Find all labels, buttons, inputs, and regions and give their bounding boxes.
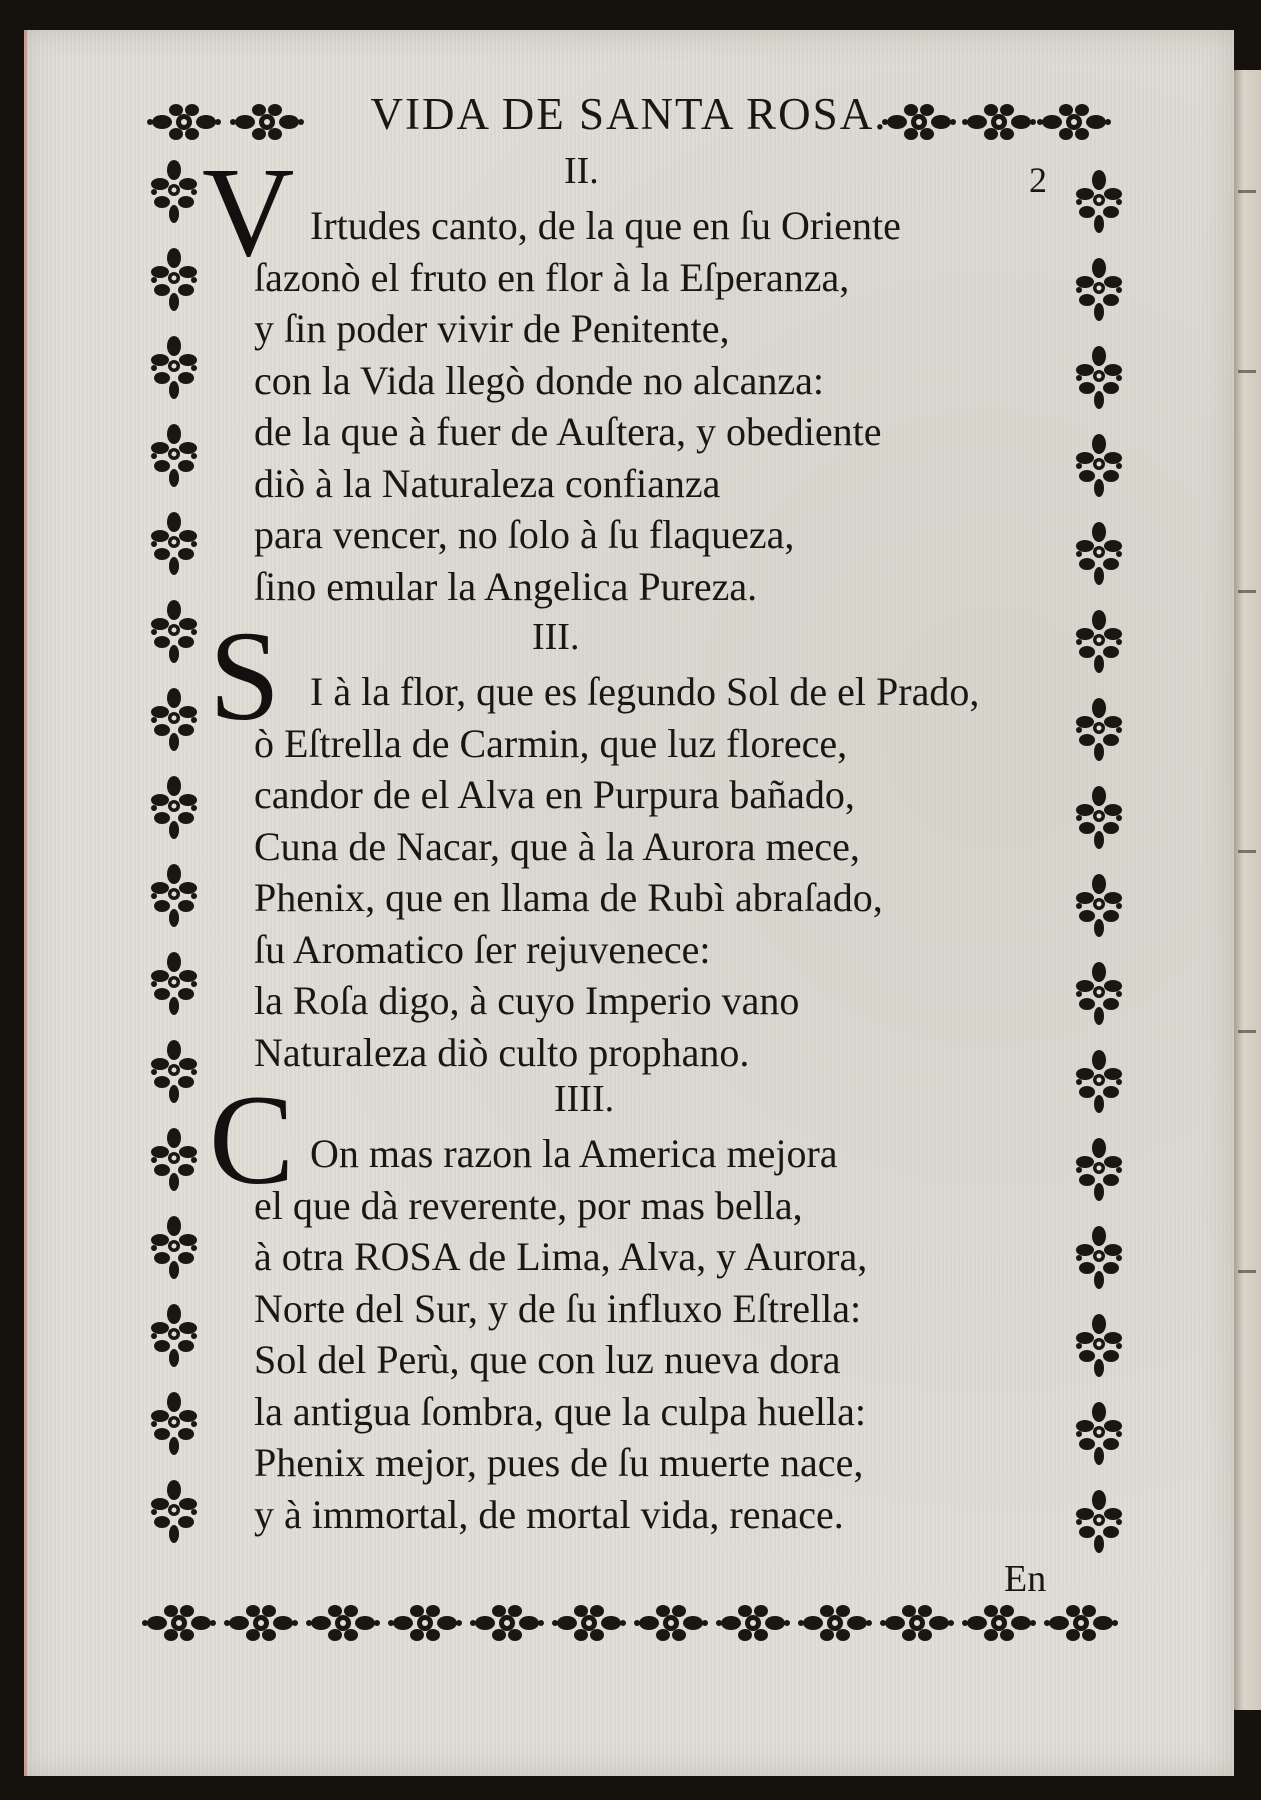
verse-line: el que dà reverente, por mas bella, (254, 1182, 803, 1228)
drop-capital: S (209, 605, 281, 747)
verse-line: Naturaleza diò culto prophano. (254, 1029, 750, 1075)
verse-line: I à la flor, que es ſegundo Sol de el Prado, (310, 669, 980, 714)
verse-line: Phenix mejor, pues de ſu muerte nace, (254, 1440, 864, 1485)
verse-line: ſazonò el fruto en flor à la Eſperanza, (254, 254, 850, 300)
fleuron-icon (151, 952, 197, 1015)
fleuron-icon (962, 1605, 1036, 1641)
fleuron-icon (151, 1392, 197, 1455)
verse-line: Norte del Sur, y de ſu influxo Eſtrella: (254, 1285, 862, 1331)
drop-capital: V (202, 141, 295, 283)
catchword: En (1004, 1558, 1047, 1600)
stanza-number: III. (532, 616, 580, 658)
stanza-lines (254, 200, 1084, 612)
verse-line: para vencer, no ſolo à ſu flaqueza, (254, 512, 795, 557)
fleuron-icon (1076, 610, 1122, 673)
fleuron-icon (151, 424, 197, 487)
verse-line: de la que à fuer de Auſtera, y obediente (254, 409, 882, 454)
fleuron-icon (142, 1605, 216, 1641)
verse-line: y à immortal, de mortal vida, renace. (254, 1491, 844, 1537)
fleuron-icon (634, 1605, 708, 1641)
fleuron-icon (151, 1128, 197, 1191)
page-number: 2 (1029, 160, 1047, 200)
verse-line: la Roſa digo, à cuyo Imperio vano (254, 978, 800, 1023)
verse-line: y ſin poder vivir de Penitente, (254, 306, 730, 351)
fleuron-icon (552, 1605, 626, 1641)
running-head: VIDA DE SANTA ROSA. (370, 89, 888, 139)
fleuron-icon (151, 1216, 197, 1279)
adjacent-page-edge (1232, 70, 1261, 1710)
stanza-number: II. (564, 150, 599, 192)
verse-line: diò à la Naturaleza confianza (254, 460, 721, 506)
stanza-lines (254, 666, 1084, 1078)
fleuron-icon (151, 600, 197, 663)
verse-line: ſino emular la Angelica Pureza. (254, 563, 758, 609)
fleuron-icon (151, 688, 197, 751)
stanza-number: IIII. (554, 1078, 615, 1120)
verse-line: Phenix, que en llama de Rubì abraſado, (254, 875, 883, 920)
verse-line: Sol del Perù, que con luz nueva dora (254, 1337, 841, 1382)
verse-line: à otra ROSA de Lima, Alva, y Aurora, (254, 1234, 868, 1279)
verse-line: la antigua ſombra, que la culpa huella: (254, 1388, 866, 1434)
fleuron-icon (1044, 1605, 1118, 1641)
drop-capital: C (209, 1069, 295, 1211)
fleuron-icon (151, 512, 197, 575)
verse-line: On mas razon la America mejora (310, 1131, 838, 1176)
verse-line: ò Eſtrella de Carmin, que luz florece, (254, 720, 848, 766)
verse-line: candor de el Alva en Purpura bañado, (254, 772, 855, 817)
verse-line: ſu Aromatico ſer rejuvenece: (254, 926, 711, 972)
fleuron-icon (151, 160, 197, 223)
fleuron-border-bottom-icon (139, 1598, 1119, 1648)
fleuron-icon (388, 1605, 462, 1641)
fleuron-icon (470, 1605, 544, 1641)
fleuron-icon (151, 1304, 197, 1367)
fleuron-border-left-icon (139, 150, 209, 1590)
fleuron-icon (151, 1480, 197, 1543)
fleuron-icon (151, 776, 197, 839)
fleuron-icon (151, 336, 197, 399)
fleuron-icon (151, 864, 197, 927)
fleuron-icon (798, 1605, 872, 1641)
verse-line: Irtudes canto, de la que en ſu Oriente (310, 203, 901, 248)
fleuron-icon (716, 1605, 790, 1641)
verse-line: Cuna de Nacar, que à la Aurora mece, (254, 823, 860, 869)
fleuron-icon (306, 1605, 380, 1641)
verse-line: con la Vida llegò donde no alcanza: (254, 357, 824, 403)
fleuron-icon (880, 1605, 954, 1641)
fleuron-icon (151, 1040, 197, 1103)
page-sheet (24, 30, 1234, 1776)
stanza-lines (254, 1128, 1084, 1540)
fleuron-icon (224, 1605, 298, 1641)
fleuron-icon (151, 248, 197, 311)
